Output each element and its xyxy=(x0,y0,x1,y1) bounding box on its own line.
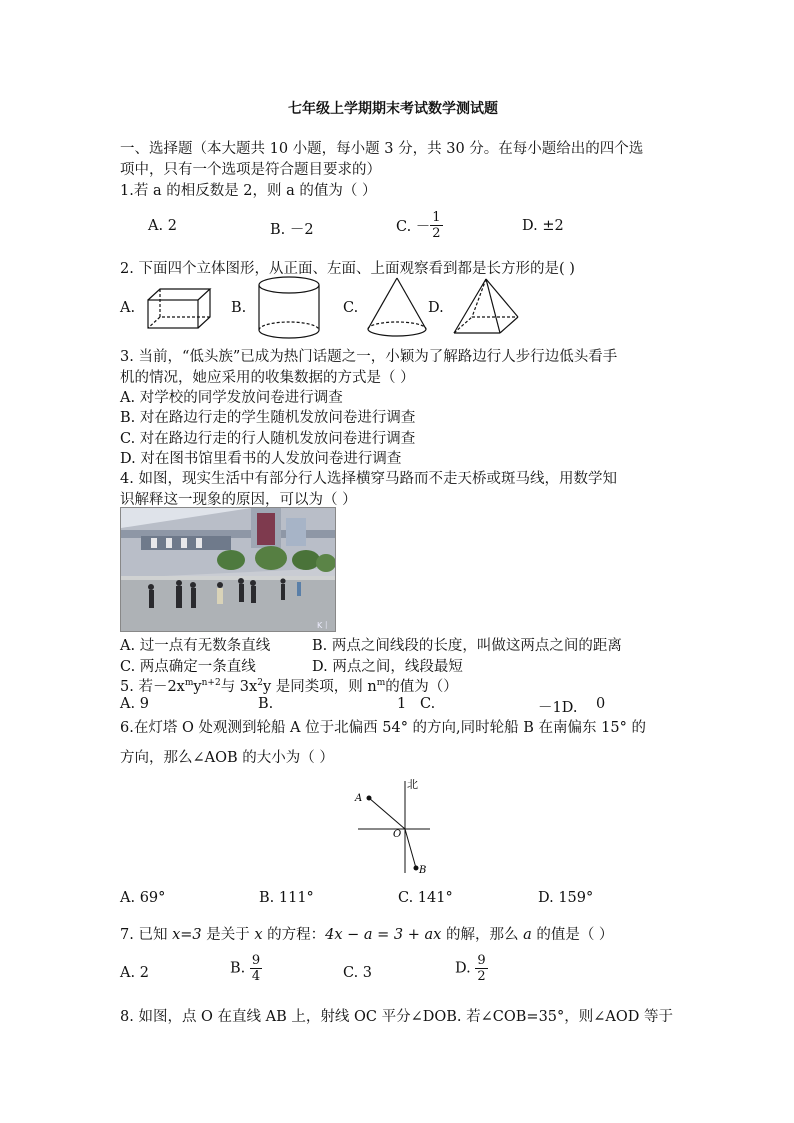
q2-option-a-label: A. xyxy=(120,300,136,316)
q7-stem-post: 的解，那么 xyxy=(441,927,524,943)
photo-watermark: K丨 xyxy=(317,621,331,630)
point-a-label: A xyxy=(355,793,363,804)
point-b-label: B xyxy=(419,865,427,876)
q7-equation: 4x − a = 3 + ax xyxy=(325,927,442,943)
q7-option-b xyxy=(230,953,262,984)
q7-b-numerator: 9 xyxy=(251,953,261,968)
q7-x-eq: x=3 xyxy=(172,927,202,943)
q3-option-a: A. 对学校的同学发放问卷进行调查 xyxy=(120,390,343,406)
q3-stem-line1: 3. 当前，“低头族”已成为热门话题之一，小颖为了解路边行人步行边低头看手 xyxy=(120,349,618,365)
q6-option-c: C. 141° xyxy=(398,890,453,906)
q7-option-d xyxy=(455,953,488,984)
q1-option-c xyxy=(396,210,443,241)
cuboid-figure xyxy=(144,286,214,332)
page-title: 七年级上学期期末考试数学测试题 xyxy=(288,101,498,117)
q5-sup-n2: n+2 xyxy=(201,678,221,689)
q6-stem-line1: 6.在灯塔 O 处观测到轮船 A 位于北偏西 54° 的方向,同时轮船 B 在南偏东 15° 的 xyxy=(120,720,646,736)
q8-stem: 8. 如图，点 O 在直线 AB 上，射线 OC 平分∠DOB. 若∠COB=35°，则∠AOD 等于 xyxy=(120,1009,674,1025)
q3-option-c: C. 对在路边行走的行人随机发放问卷进行调查 xyxy=(120,431,416,447)
q4-option-a: A. 过一点有无数条直线 xyxy=(120,638,271,654)
q5-option-d-value: 0 xyxy=(596,696,606,712)
bearing-diagram xyxy=(350,775,450,877)
section-heading-line1: 一、选择题（本大题共 10 小题，每小题 3 分，共 30 分。在每小题给出的四个选 xyxy=(120,141,644,157)
q2-option-c-label: C. xyxy=(343,300,359,316)
q7-b-prefix: B. xyxy=(230,960,246,977)
q6-option-d: D. 159° xyxy=(538,890,594,906)
q5-option-c: C. xyxy=(420,696,436,712)
q5-sup-m2: m xyxy=(376,678,386,689)
pyramid-figure xyxy=(450,275,522,339)
q5-stem-post: 的值为（） xyxy=(385,679,458,695)
q4-option-d: D. 两点之间，线段最短 xyxy=(312,659,463,675)
q1-option-b: B. －2 xyxy=(270,222,314,238)
q1-option-d: D. ±2 xyxy=(522,218,564,234)
street-crossing-photo xyxy=(120,507,336,632)
q1-c-denominator: 2 xyxy=(432,226,441,241)
q7-stem-mid: 是关于 xyxy=(201,927,255,943)
q1-c-numerator: 1 xyxy=(432,210,441,225)
q7-b-denominator: 4 xyxy=(251,969,261,984)
q5-option-c-value: －1D. xyxy=(538,700,578,716)
q7-a-var: a xyxy=(523,927,532,943)
q3-stem-line2: 机的情况，她应采用的收集数据的方式是（ ） xyxy=(120,370,415,386)
q7-d-denominator: 2 xyxy=(477,969,486,984)
q5-stem-pre: 5. 若－2x xyxy=(120,679,185,695)
q2-option-b-label: B. xyxy=(231,300,247,316)
q7-stem-end: 的值是（ ） xyxy=(531,927,614,943)
q2-stem: 2. 下面四个立体图形，从正面、左面、上面观察看到都是长方形的是( ) xyxy=(120,261,575,277)
q6-stem-line2: 方向，那么∠AOB 的大小为（ ） xyxy=(120,750,334,766)
q5-stem-y: y xyxy=(193,679,202,695)
q5-option-b-value: 1 xyxy=(397,696,407,712)
q5-sup-2: 2 xyxy=(257,678,263,689)
q5-stem xyxy=(120,675,458,696)
section-heading-line2: 项中，只有一个选项是符合题目要求的） xyxy=(120,162,381,178)
q2-option-d-label: D. xyxy=(428,300,444,316)
q1-option-a: A. 2 xyxy=(148,218,177,234)
q7-option-a: A. 2 xyxy=(120,965,149,981)
q1-stem: 1.若 a 的相反数是 2，则 a 的值为（ ） xyxy=(120,183,377,199)
q5-sup-m: m xyxy=(184,678,194,689)
q7-x: x xyxy=(254,927,263,943)
point-o-label: O xyxy=(393,829,402,840)
q4-stem-line2: 识解释这一现象的原因，可以为（ ） xyxy=(120,492,357,508)
q4-option-b: B. 两点之间线段的长度，叫做这两点之间的距离 xyxy=(312,638,622,654)
q1-option-c-prefix: C. － xyxy=(396,219,431,235)
cone-figure xyxy=(364,275,430,341)
q4-stem-line1: 4. 如图，现实生活中有部分行人选择横穿马路而不走天桥或斑马线，用数学知 xyxy=(120,471,617,487)
cylinder-figure xyxy=(255,275,323,341)
q4-option-c: C. 两点确定一条直线 xyxy=(120,659,256,675)
q5-stem-mid3: y 是同类项，则 n xyxy=(262,679,377,695)
q6-option-b: B. 111° xyxy=(259,890,314,906)
q7-stem-mid2: 的方程： xyxy=(262,927,326,943)
q7-option-c: C. 3 xyxy=(343,965,373,981)
q7-d-prefix: D. xyxy=(455,960,471,977)
q3-option-b: B. 对在路边行走的学生随机发放问卷进行调查 xyxy=(120,410,416,426)
q6-option-a: A. 69° xyxy=(120,890,166,906)
q5-stem-mid: 与 3x xyxy=(220,679,258,695)
q5-option-b: B. xyxy=(258,696,274,712)
q7-stem-pre: 7. 已知 xyxy=(120,927,173,943)
q3-option-d: D. 对在图书馆里看书的人发放问卷进行调查 xyxy=(120,451,402,467)
q7-stem xyxy=(120,923,613,944)
north-label: 北 xyxy=(407,778,418,791)
q7-d-numerator: 9 xyxy=(477,953,486,968)
q5-option-a: A. 9 xyxy=(120,696,149,712)
